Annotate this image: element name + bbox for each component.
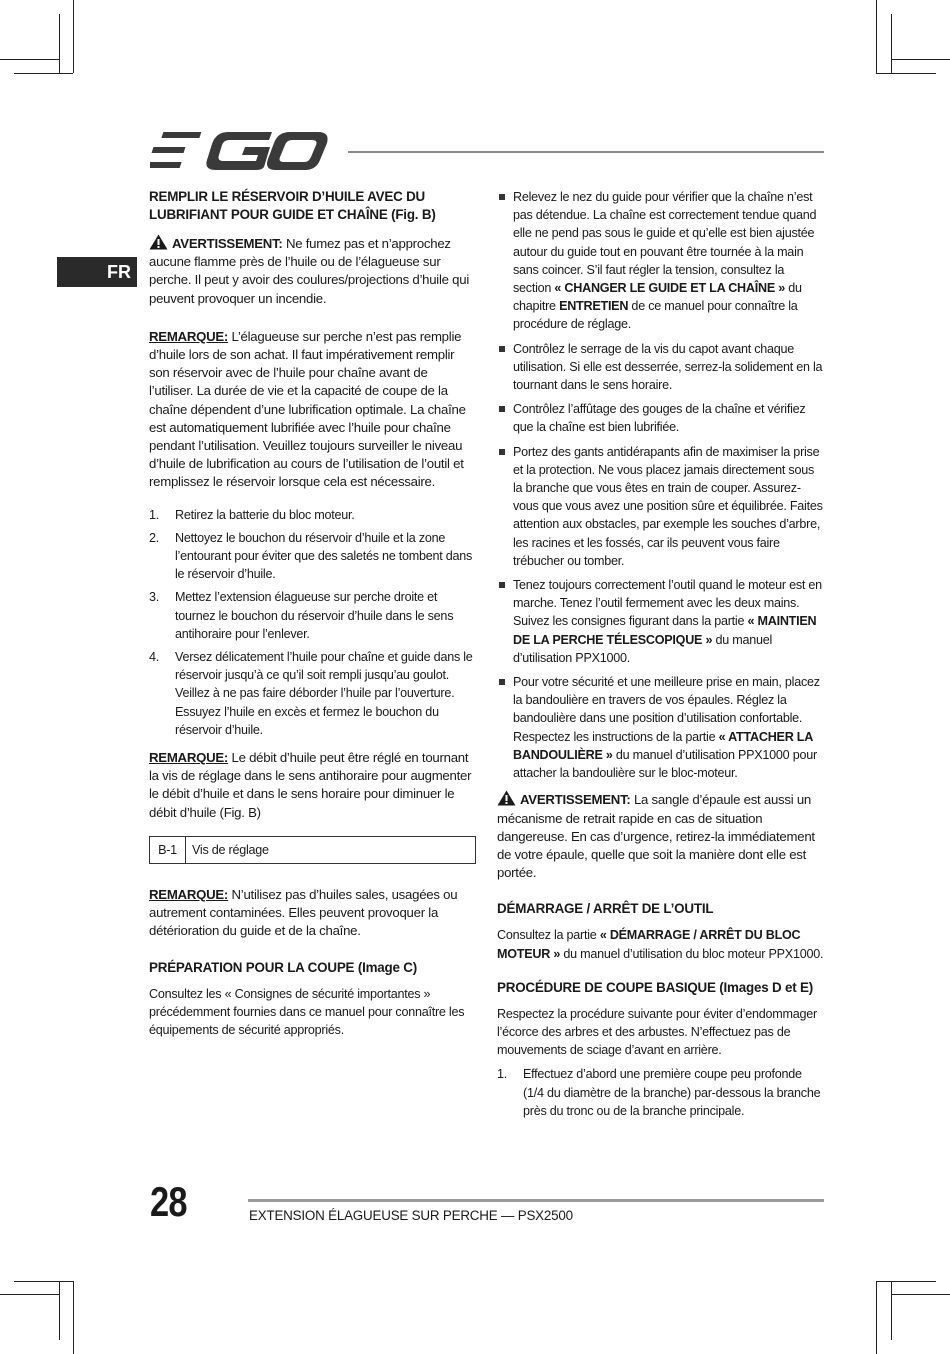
- right-column: [497, 188, 825, 1130]
- list-item: Tenez toujours correctement l’outil quand le moteur est en marche. Tenez l’outil fermement avec les deux mains. Suivez les consignes figurant dans la partie « MAINTIEN DE LA PERCHE TÉLESCOPIQUE » du manuel d’utilisation PPX1000.: [497, 576, 825, 667]
- note-label: REMARQUE:: [149, 328, 229, 344]
- warning-shoulder-strap: [497, 790, 825, 882]
- warning-text: Ne fumez pas et n’approchez aucune flamme près de l’huile ou de l’élagueuse sur perche. Il peut y avoir des coulures/projections d’huile qui peuvent provoquer un incendie.: [149, 236, 470, 306]
- bullet-icon: [499, 679, 505, 685]
- language-tab: FR: [57, 257, 137, 287]
- section-title-start-stop: DÉMARRAGE / ARRÊT DE L’OUTIL: [497, 901, 714, 917]
- table-cell-key: B-1: [150, 836, 186, 863]
- preparation-text: Consultez les « Consignes de sécurité importantes » précédemment fournies dans ce manuel pour connaître les équipements de sécurité appropriés.: [149, 986, 465, 1037]
- note-oil-fill: [149, 328, 475, 492]
- section-title-basic-cutting: PROCÉDURE DE COUPE BASIQUE (Images D et E): [497, 979, 814, 995]
- cutting-steps: [497, 1065, 825, 1120]
- basic-cutting-text: Respectez la procédure suivante pour éviter d’endommager l’écorce des arbres et des arbustes. N’effectuez pas de mouvements de sciage d’avant en arrière.: [497, 1006, 817, 1058]
- list-item: 4. Versez délicatement l’huile pour chaîne et guide dans le réservoir jusqu’à ce qu’il soit rempli jusqu’au goulot. Veillez à ne pas faire déborder l’huile par l’ouverture. Essuyez l’huile en excès et fermez le bouchon du réservoir d’huile.: [149, 650, 473, 737]
- list-item: 1. Retirez la batterie du bloc moteur.: [149, 507, 355, 522]
- safety-bullets: [497, 188, 825, 782]
- list-item: Contrôlez le serrage de la vis du capot avant chaque utilisation. Si elle est desserrée, serrez-la solidement en la tournant dans le sens horaire.: [497, 340, 825, 395]
- header-rule: [348, 151, 824, 153]
- list-item: 1. Effectuez d’abord une première coupe peu profonde (1/4 du diamètre de la branche) par-dessous la branche près du tronc ou de la branche principale.: [497, 1067, 821, 1118]
- warning-label: AVERTISSEMENT:: [520, 792, 631, 808]
- oil-fill-steps: [149, 506, 475, 739]
- note-text: N’utilisez pas d’huiles sales, usagées ou autrement contaminées. Elles peuvent provoquer la détérioration du guide et de la chaîne.: [149, 886, 458, 939]
- page-number: 28: [150, 1178, 187, 1225]
- list-item: Relevez le nez du guide pour vérifier que la chaîne n’est pas détendue. La chaîne est correctement tendue quand elle ne pend pas sous le guide et qu’elle est bien ajustée autour du guide tout en pouvant être tournée à la main sans coincer. S’il faut régler la tension, consultez la section « CHANGER LE GUIDE ET LA CHAÎNE » du chapitre ENTRETIEN de ce manuel pour connaître la procédure de réglage.: [497, 188, 825, 334]
- footer-rule: [248, 1199, 824, 1202]
- list-item: 2. Nettoyez le bouchon du réservoir d’huile et la zone l’entourant pour éviter que des saletés ne tombent dans le réservoir d’huile.: [149, 530, 473, 582]
- list-item: 3. Mettez l’extension élagueuse sur perche droite et tournez le bouchon du réservoir d’huile dans le sens antihoraire pour l’enlever.: [149, 590, 454, 641]
- note-oil-flow: [149, 749, 475, 822]
- warning-triangle-icon: [497, 790, 516, 806]
- warning-label: AVERTISSEMENT:: [172, 236, 283, 251]
- ego-logo: [150, 130, 330, 172]
- table-cell-value: Vis de réglage: [186, 836, 476, 863]
- note-label: REMARQUE:: [149, 750, 229, 766]
- note-label: REMARQUE:: [149, 886, 229, 902]
- warning-text: La sangle d’épaule est aussi un mécanisme de retrait rapide en cas de situation dangereuse. En cas d’urgence, retirez-la immédiatement de votre épaule, quelle que soit la manière dont elle est portée.: [497, 792, 815, 881]
- left-column: [149, 188, 475, 1039]
- bullet-icon: [499, 406, 505, 412]
- reference-table: [149, 836, 476, 864]
- section-title-oil: REMPLIR LE RÉSERVOIR D’HUILE AVEC DU LUBRIFIANT POUR GUIDE ET CHAÎNE (Fig. B): [149, 189, 436, 222]
- note-text: Le débit d’huile peut être réglé en tournant la vis de réglage dans le sens antihoraire pour augmenter le débit d’huile et dans le sens horaire pour diminuer le débit d’huile (Fig. B): [149, 750, 472, 820]
- bullet-icon: [499, 582, 505, 588]
- bullet-icon: [499, 449, 505, 455]
- list-item: Contrôlez l’affûtage des gouges de la chaîne et vérifiez que la chaîne est bien lubrifiée.: [497, 400, 825, 436]
- footer-title: EXTENSION ÉLAGUEUSE SUR PERCHE — PSX2500: [249, 1208, 573, 1223]
- section-title-preparation: PRÉPARATION POUR LA COUPE (Image C): [149, 959, 418, 975]
- list-item: Portez des gants antidérapants afin de maximiser la prise et la protection. Ne vous placez jamais directement sous la branche que vous êtes en train de couper. Assurez-vous que vous avez une position sûre et équilibrée. Faites attention aux obstacles, par exemple les souches d’arbre, les racines et les fossés, car ils peuvent vous faire trébucher ou tomber.: [497, 443, 825, 570]
- warning-triangle-icon: [149, 234, 168, 250]
- start-stop-text: Consultez la partie « DÉMARRAGE / ARRÊT DU BLOC MOTEUR » du manuel d’utilisation du bloc moteur PPX1000.: [497, 928, 824, 961]
- bullet-icon: [499, 194, 505, 200]
- warning-fire: [149, 234, 475, 308]
- table-row: [150, 836, 476, 863]
- note-dirty-oil: [149, 886, 475, 941]
- note-text: L’élagueuse sur perche n’est pas remplie d’huile lors de son achat. Il faut impérativement remplir son réservoir avec de l’huile pour chaîne avant de l’utiliser. La durée de vie et la capacité de coupe de la chaîne dépendent d’une lubrification optimale. La chaîne est automatiquement lubrifiée avec l’huile pour chaîne pendant l’utilisation. Veuillez toujours surveiller le niveau d’huile de lubrification au cours de l’utilisation de l’outil et remplissez le réservoir lorsque cela est nécessaire.: [149, 328, 466, 490]
- bullet-icon: [499, 346, 505, 352]
- list-item: Pour votre sécurité et une meilleure prise en main, placez la bandoulière en travers de vos épaules. Réglez la bandoulière dans une position d’utilisation confortable. Respectez les instructions de la partie « ATTACHER LA BANDOULIÈRE » du manuel d’utilisation PPX1000 pour attacher la bandoulière sur le bloc-moteur.: [497, 673, 825, 782]
